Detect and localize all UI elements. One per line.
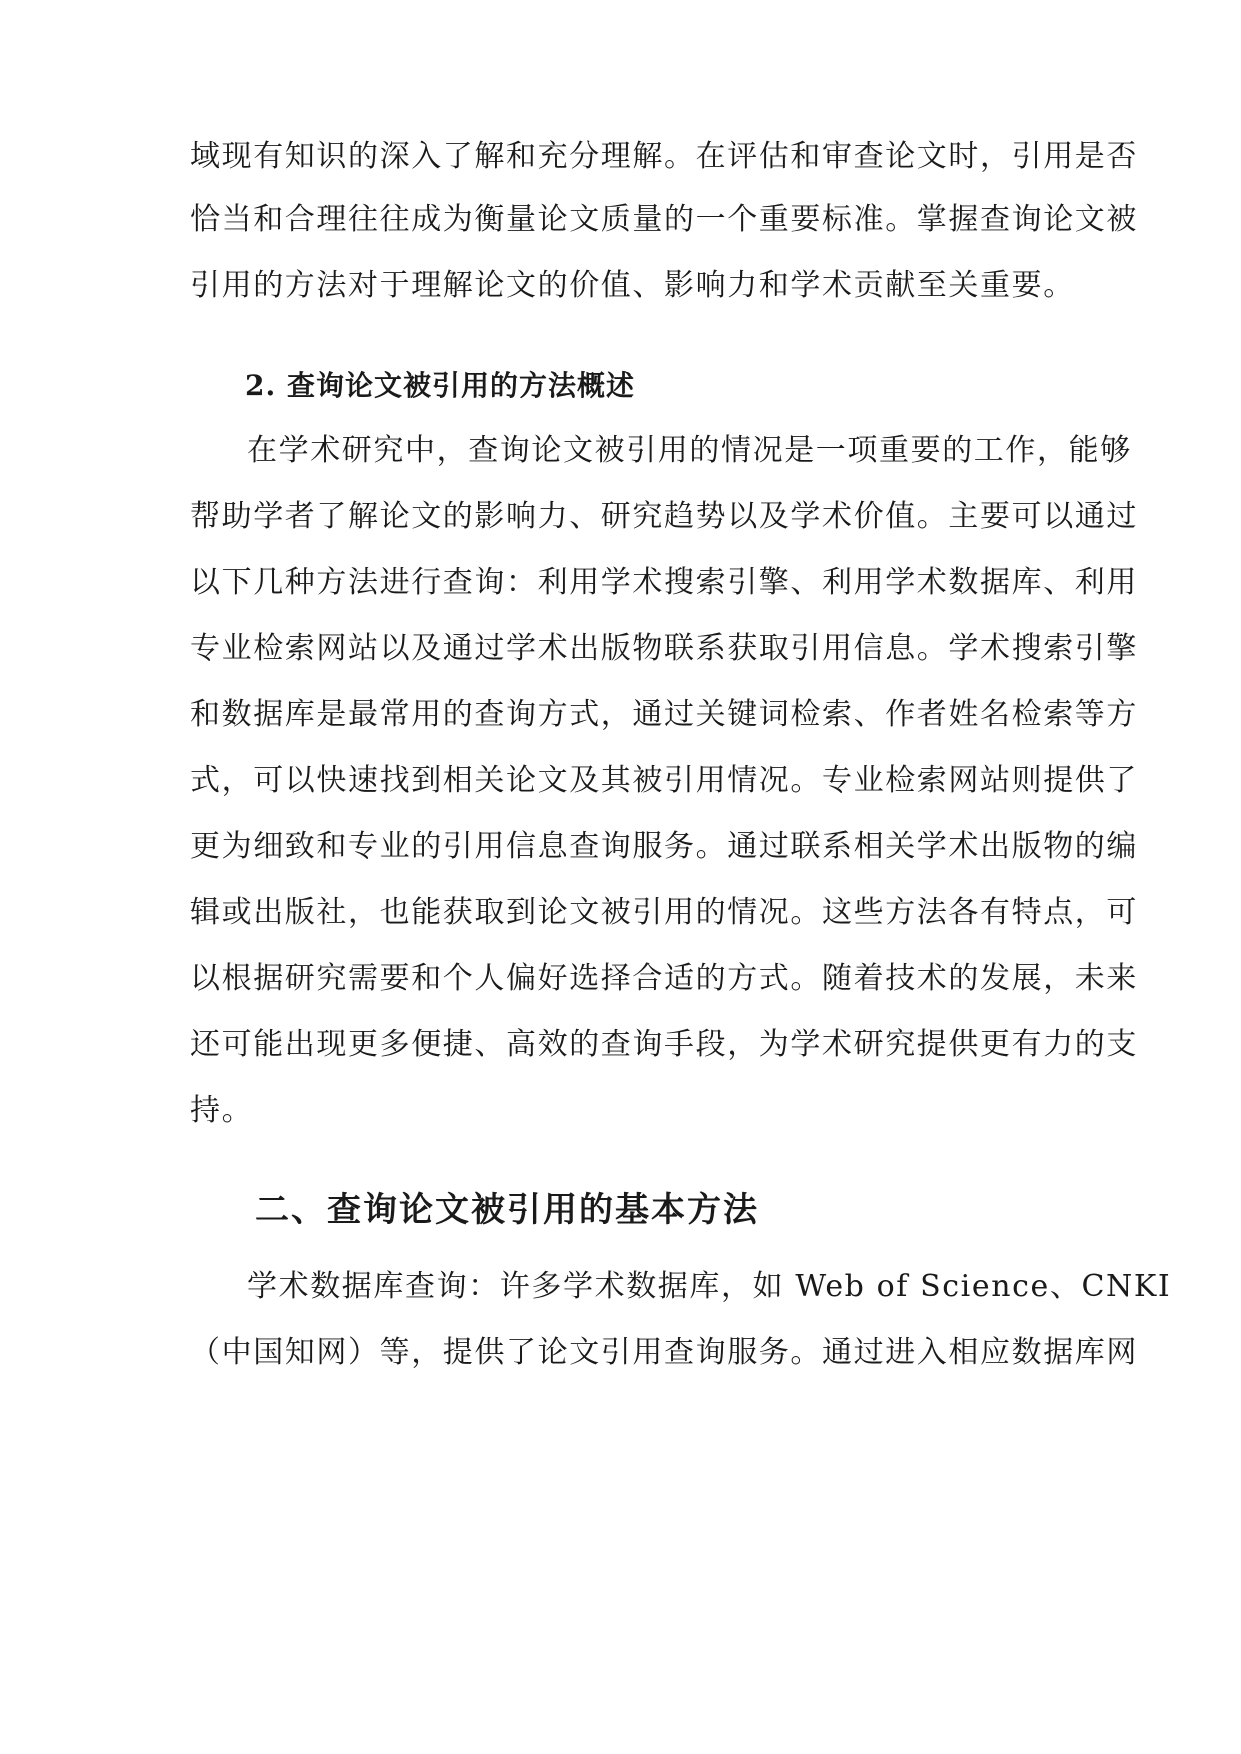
overview-line-4: 专业检索网站以及通过学术出版物联系获取引用信息。学术搜索引擎 [190,631,1138,666]
overview-line-10: 还可能出现更多便捷、高效的查询手段，为学术研究提供更有力的支 [190,1027,1138,1062]
overview-line-5: 和数据库是最常用的查询方式，通过关键词检索、作者姓名检索等方 [190,697,1138,732]
intro-line-2: 恰当和合理往往成为衡量论文质量的一个重要标准。掌握查询论文被 [190,202,1138,237]
overview-line-9: 以根据研究需要和个人偏好选择合适的方式。随着技术的发展，未来 [190,961,1138,996]
intro-line-3: 引用的方法对于理解论文的价值、影响力和学术贡献至关重要。 [190,268,1075,303]
database-line-1: 学术数据库查询：许多学术数据库，如 Web of Science、CNKI [247,1269,1172,1304]
section-heading: 2. 查询论文被引用的方法概述 [245,369,635,402]
chapter-heading: 二、查询论文被引用的基本方法 [255,1190,759,1230]
overview-line-1: 在学术研究中，查询论文被引用的情况是一项重要的工作，能够 [247,433,1132,468]
overview-line-3: 以下几种方法进行查询：利用学术搜索引擎、利用学术数据库、利用 [190,565,1138,600]
overview-line-8: 辑或出版社，也能获取到论文被引用的情况。这些方法各有特点，可 [190,895,1138,930]
overview-line-7: 更为细致和专业的引用信息查询服务。通过联系相关学术出版物的编 [190,829,1138,864]
overview-line-2: 帮助学者了解论文的影响力、研究趋势以及学术价值。主要可以通过 [190,499,1138,534]
overview-line-11: 持。 [190,1093,254,1128]
intro-line-1: 域现有知识的深入了解和充分理解。在评估和审查论文时，引用是否 [190,139,1138,174]
overview-line-6: 式，可以快速找到相关论文及其被引用情况。专业检索网站则提供了 [190,763,1138,798]
database-line-2: （中国知网）等，提供了论文引用查询服务。通过进入相应数据库网 [190,1335,1138,1370]
